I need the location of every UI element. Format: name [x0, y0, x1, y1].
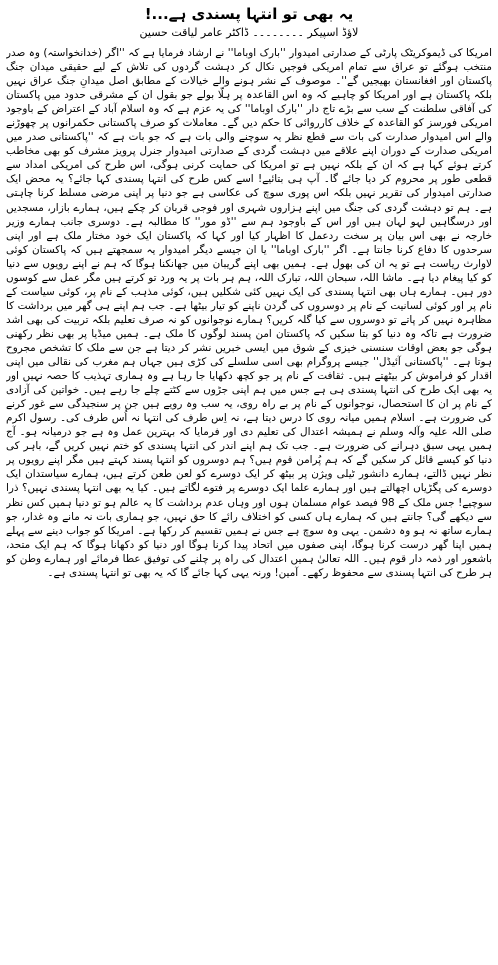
article-byline: لاؤڈ اسپیکر ۔۔۔۔۔۔۔۔ ڈاکٹر عامر لیاقت حسین: [139, 26, 359, 39]
article-body: امریکا کی ڈیموکریٹک پارٹی کے صدارتی امیدوار ''بارک اوباما'' نے ارشاد فرمایا ہے کہ ''اگر (خدانخواستہ) وہ صدر منتخب ہوگئے تو عراق سے تمام امریکی فوجیں نکال کر دہشت گردوں کی تلاش کے لیے حقیقی میدان جنگ پاکستان اور افغانستان بھیجیں گے''۔ موصوف کے نشر ہونے والے خیالات کے مطابق اصل میدانِ جنگ عراق نہیں بلکہ پاکستان ہے اور امریکا کو چاہیے کہ وہ اس القاعدہ پر ہلّا بولے جو بقول ان کے مشرقی حدود میں پاکستان کی آفاقی سلطنت کے سب سے بڑے تاج دار ''بارک اوباما'' کی یہ عزم ہے کہ وہ اسلام آباد کے اعتراض کے باوجود امریکی فورسز کو القاعدہ کے خلاف کارروائی کا حکم دیں گے۔ معاملات کو صرف پاکستانی حکمرانوں پر چھوڑنے والے اس امیدوار صدارت کی بات سے قطع نظر یہ سوچنے والی بات ہے کہ جو بات ہے کہ ''پاکستانی صدر میں امریکی صدارت کے دوران اپنے علاقے میں دہشت گردی کے صدارتی امیدوار جنرل پرویز مشرف کو بھی مخاطب کرتے ہوئے کہا ہے کہ ان کے بلکہ نہیں ہے تو امریکا کی حمایت کرنی ہوگی، اس طرح کی امریکی امداد سے قطعی طور پر محروم کر دیا جائے گا۔ آپ ہی بتائیے! اسے کس طرح کی انتہا پسندی کہا جائے؟ یہ محض ایک صدارتی امیدوار کی تقریر نہیں بلکہ اس پوری سوچ کی عکاسی ہے جو دنیا پر اپنی مرضی مسلط کرنا چاہتی ہے۔ ہم تو دہشت گردی کی جنگ میں اپنے ہزاروں شہری اور فوجی قربان کر چکے ہیں، ہمارے بازار، مسجدیں اور درسگاہیں لہو لہان ہیں اور اس کے باوجود ہم سے ''ڈو مور'' کا مطالبہ ہے۔ دوسری جانب ہمارے وزیر خارجہ نے بھی اس بیان پر سخت ردعمل کا اظہار کیا اور کہا کہ پاکستان ایک خود مختار ملک ہے اور اپنی سرحدوں کا دفاع کرنا جانتا ہے۔ اگر ''بارک اوباما'' یا ان جیسے دیگر امیدوار یہ سمجھتے ہیں کہ پاکستان کوئی لاوارث ریاست ہے تو یہ ان کی بھول ہے۔ ہمیں بھی اپنے گریبان میں جھانکنا ہوگا کہ ہم نے اپنے رویوں سے دنیا کو کیا پیغام دیا ہے۔ ماشا اللہ، سبحان اللہ، تبارک اللہ، ہم ہر بات پر یہ ورد تو کرتے ہیں مگر عمل سے کوسوں دور ہیں۔ ہمارے ہاں بھی انتہا پسندی کی ایک نہیں کئی شکلیں ہیں، کوئی مذہب کے نام پر، کوئی سیاست کے نام پر اور کوئی لسانیت کے نام پر دوسروں کی گردن ناپنے کو تیار بیٹھا ہے۔ جب ہم اپنے ہی گھر میں برداشت کا مظاہرہ نہیں کر پاتے تو دوسروں سے کیا گلہ کریں؟ ہمارے نوجوانوں کو نہ صرف تعلیم بلکہ تربیت کی بھی اشد ضرورت ہے تاکہ وہ دنیا کو بتا سکیں کہ پاکستان امن پسند لوگوں کا ملک ہے۔ ہمیں میڈیا پر بھی نظر رکھنی ہوگی جو بعض اوقات سنسنی خیزی کے شوق میں ایسی خبریں نشر کر دیتا ہے جن سے ملک کا تشخص مجروح ہوتا ہے۔ ''پاکستانی آئیڈل'' جیسے پروگرام بھی اسی سلسلے کی کڑی ہیں جہاں ہم مغرب کی نقالی میں اپنی اقدار کو فراموش کر بیٹھتے ہیں۔ ثقافت کے نام پر جو کچھ دکھایا جا رہا ہے وہ ہماری تہذیب کا حصہ نہیں اور یہ بھی ایک طرح کی انتہا پسندی ہی ہے جس میں ہم اپنی جڑوں سے کٹتے چلے جا رہے ہیں۔ خواتین کی آزادی کے نام پر ان کا استحصال، نوجوانوں کے نام پر بے راہ روی، یہ سب وہ رویے ہیں جن پر سنجیدگی سے غور کرنے کی ضرورت ہے۔ اسلام ہمیں میانہ روی کا درس دیتا ہے، نہ اِس طرف کی انتہا نہ اُس طرف کی۔ رسول اکرم صلی اللہ علیہ وآلہ وسلم نے ہمیشہ اعتدال کی تعلیم دی اور فرمایا کہ بہترین عمل وہ ہے جو درمیانہ ہو۔ آج ہمیں یہی سبق دہرانے کی ضرورت ہے۔ جب تک ہم اپنے اندر کی انتہا پسندی کو ختم نہیں کریں گے، باہر کی دنیا کو کیسے قائل کر سکیں گے کہ ہم پُرامن قوم ہیں؟ ہم دوسروں کو انتہا پسند کہتے ہیں مگر اپنے رویوں پر نظر نہیں ڈالتے، ہمارے دانشور ٹیلی ویژن پر بیٹھ کر ایک دوسرے کو لعن طعن کرتے ہیں، ہمارے سیاستدان ایک دوسرے کی پگڑیاں اچھالتے ہیں اور ہمارے علما ایک دوسرے پر فتوے لگاتے ہیں۔ کیا یہ بھی انتہا پسندی نہیں؟ ذرا سوچیے! جس ملک کے 98 فیصد عوام مسلمان ہوں اور وہاں عدم برداشت کا یہ عالم ہو تو دنیا ہمیں کس نظر سے دیکھے گی؟ جانتے ہیں کہ ہمارے ہاں کسی کو اختلاف رائے کا حق نہیں، جو ہماری بات نہ مانے وہ غدار، جو ہمارے ساتھ نہ ہو وہ دشمن۔ یہی وہ سوچ ہے جس نے ہمیں تقسیم کر رکھا ہے۔ امریکا کو جواب دینے سے پہلے ہمیں اپنا گھر درست کرنا ہوگا، اپنی صفوں میں اتحاد پیدا کرنا ہوگا اور دنیا کو دکھانا ہوگا کہ ہم ایک متحد، باشعور اور ذمہ دار قوم ہیں۔ اللہ تعالیٰ ہمیں اعتدال کی راہ پر چلنے کی توفیق عطا فرمائے اور ہمارے وطن کو ہر طرح کی انتہا پسندی سے محفوظ رکھے۔ آمین! ورنہ یہی کہا جائے گا کہ یہ بھی تو انتہا پسندی ہے۔: [6, 47, 492, 579]
article-headline: یہ بھی تو انتہا پسندی ہے...!: [144, 5, 354, 23]
